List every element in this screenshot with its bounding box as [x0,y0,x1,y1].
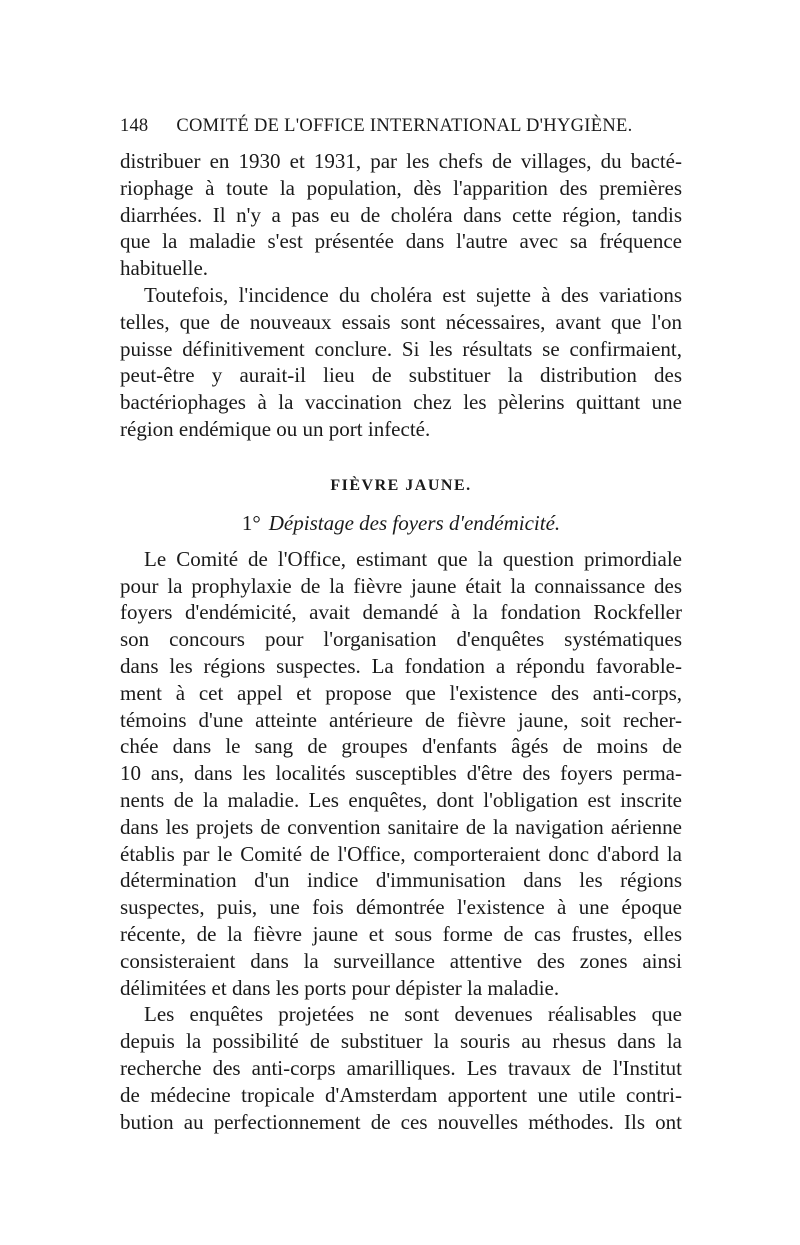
text-line: Les enquêtes projetées ne sont devenues réalisables que [144,1002,682,1027]
text-line: suspectes, puis, une fois démontrée l'existence à une époque [120,895,682,920]
text-line: consisteraient dans la surveillance attentive des zones ainsi [120,948,682,973]
text-line: telles, que de nouveaux essais sont nécessaires, avant que l'on [120,309,682,334]
text-line: récente, de la fièvre jaune et sous forme de cas frustes, elles [120,921,682,946]
paragraph-cholera-end [120,416,682,443]
text-line: de médecine tropicale d'Amsterdam apportent une utile contri- [120,1082,682,1107]
text-line: dans les projets de convention sanitaire de la navigation aérienne [120,814,682,839]
text-line: ment à cet appel et propose que l'existence des anti-corps, [120,680,682,705]
paragraph-cholera [120,282,682,416]
paragraph-surveys [120,1001,682,1135]
paragraph-yellow-fever [120,546,682,975]
text-line: depuis la possibilité de substituer la souris au rhesus dans la [120,1029,682,1054]
text-line: bactériophages à la vaccination chez les pèlerins quittant une [120,390,682,415]
text-line: délimitées et dans les ports pour dépister la maladie. [120,975,560,1000]
text-line: riophage à toute la population, dès l'apparition des premières [120,175,682,200]
text-line: que la maladie s'est présentée dans l'autre avec sa fréquence [120,229,682,254]
text-line: dans les régions suspectes. La fondation a répondu favorable- [120,653,682,678]
text-line: chée dans le sang de groupes d'enfants âgés de moins de [120,734,682,759]
text-line: foyers d'endémicité, avait demandé à la fondation Rockfeller [120,600,682,625]
text-line: Le Comité de l'Office, estimant que la question primordiale [144,546,682,571]
text-line: diarrhées. Il n'y a pas eu de choléra dans cette région, tandis [120,202,682,227]
subsection-number: 1° [241,510,261,535]
text-line: établis par le Comité de l'Office, comporteraient donc d'abord la [120,841,682,866]
text-line: puisse définitivement conclure. Si les résultats se confirmaient, [120,336,682,361]
subsection-title: Dépistage des foyers d'endémicité. [268,510,561,535]
paragraph-continuation-end [120,255,682,282]
text-line: témoins d'une atteinte antérieure de fièvre jaune, soit recher- [120,707,682,732]
page-number: 148 [120,116,149,136]
text-line: 10 ans, dans les localités susceptibles d'être des foyers perma- [120,761,682,786]
text-line: peut-être y aurait-il lieu de substituer la distribution des [120,363,682,388]
text-line: bution au perfectionnement de ces nouvelles méthodes. Ils ont [120,1109,682,1134]
subsection-heading [120,509,682,537]
section-heading: FIÈVRE JAUNE. [330,476,472,494]
text-line: recherche des anti-corps amarilliques. Les travaux de l'Institut [120,1055,682,1080]
text-line: Toutefois, l'incidence du choléra est sujette à des variations [144,282,682,307]
text-line: habituelle. [120,256,209,281]
running-title: COMITÉ DE L'OFFICE INTERNATIONAL D'HYGIÈNE. [176,116,633,136]
running-head [120,114,682,138]
paragraph-yellow-fever-end [120,975,682,1002]
text-line: détermination d'un indice d'immunisation dans les régions [120,868,682,893]
text-line: nents de la maladie. Les enquêtes, dont l'obligation est inscrite [120,787,682,812]
book-page [120,114,682,1135]
text-line: pour la prophylaxie de la fièvre jaune était la connaissance des [120,573,682,598]
text-line: région endémique ou un port infecté. [120,416,431,441]
text-line: son concours pour l'organisation d'enquêtes systématiques [120,627,682,652]
paragraph-continuation [120,148,682,255]
text-line: distribuer en 1930 et 1931, par les chefs de villages, du bacté- [120,149,682,173]
